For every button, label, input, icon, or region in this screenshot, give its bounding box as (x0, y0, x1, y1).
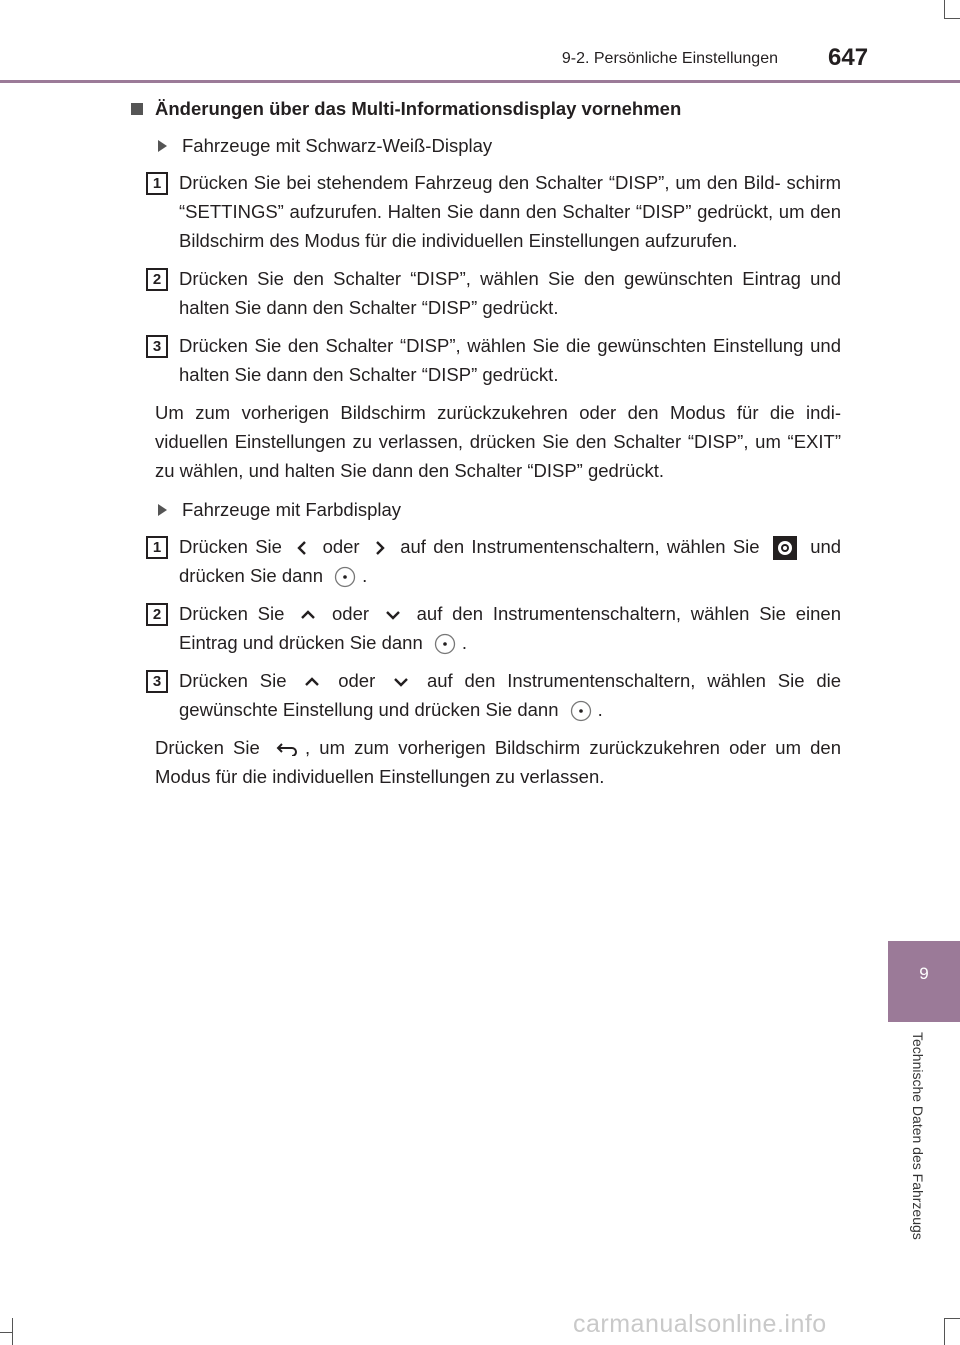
color-step-1 (131, 532, 841, 590)
step-text: Drücken Sie den Schalter “DISP”, wählen Sie den gewünschten Eintrag und halten Sie dann den Schalter “DISP” gedrückt. (179, 268, 841, 318)
up-arrow-icon (300, 609, 316, 621)
header-title: 9-2. Persönliche Einstellungen (561, 50, 778, 67)
bw-step-2 (131, 264, 841, 322)
step-number: 2 (146, 603, 168, 626)
step-text: oder (332, 603, 370, 624)
step-text: . (461, 632, 468, 653)
bw-step-1 (131, 168, 841, 255)
right-arrow-icon (373, 540, 387, 556)
enter-button-icon (570, 700, 592, 722)
crop-mark (944, 1318, 945, 1345)
step-number: 1 (146, 536, 168, 559)
step-text: auf den Instrumentenschaltern, wählen Sie die gewünschte Einstellung und drücken Sie dann (179, 670, 842, 720)
left-arrow-icon (295, 540, 309, 556)
triangle-bullet-icon (158, 504, 167, 516)
crop-mark (944, 18, 960, 19)
step-number: 1 (146, 172, 168, 195)
chapter-rail (888, 1022, 960, 1322)
step-text: Drücken Sie bei stehendem Fahrzeug den Schalter “DISP”, um den Bild- schirm “SETTINGS” aufzurufen. Halten Sie dann den Schalter “DISP” gedrückt, um den Bildschirm des Modus für die individuellen Einstellungen aufzurufen. (179, 172, 841, 251)
watermark: carmanualsonline.info (573, 1310, 827, 1338)
bw-note: Um zum vorherigen Bildschirm zurückzukehren oder den Modus für die indi- viduellen Einstellungen zu verlassen, drücken Sie den Schalter “DISP”, um “EXIT” zu wählen, und halten Sie dann den Schalter “DISP” gedrückt. (155, 402, 841, 481)
section-heading (131, 94, 841, 123)
step-text: . (362, 565, 368, 586)
bw-step-3 (131, 331, 841, 389)
note-text: Drücken Sie (155, 737, 260, 758)
chapter-number: 9 (919, 964, 929, 983)
main-content (131, 94, 841, 801)
bw-display-label-text: Fahrzeuge mit Schwarz-Weiß-Display (182, 135, 493, 156)
step-text: und drücken Sie dann (179, 536, 842, 586)
enter-button-icon (334, 566, 356, 588)
step-number: 3 (146, 335, 168, 358)
note-text: , um zum vorherigen Bildschirm zurückzukehren oder um den Modus für die individuellen Einstellungen zu verlassen. (155, 737, 842, 787)
page-number: 647 (828, 44, 869, 71)
step-text: Drücken Sie (179, 603, 285, 624)
color-display-label-text: Fahrzeuge mit Farbdisplay (182, 499, 402, 520)
square-bullet-icon (131, 103, 143, 115)
step-text: auf den Instrumentenschaltern, wählen Sie einen Eintrag und drücken Sie dann (179, 603, 842, 653)
down-arrow-icon (393, 676, 409, 688)
crop-mark (944, 0, 945, 18)
step-text: auf den Instrumentenschaltern, wählen Sie (400, 536, 760, 557)
step-text: oder (338, 670, 376, 691)
step-number: 2 (146, 268, 168, 291)
step-text: Drücken Sie den Schalter “DISP”, wählen Sie die gewünschten Einstellung und halten Sie dann den Schalter “DISP” gedrückt. (179, 335, 841, 385)
chapter-title: Technische Daten des Fahrzeugs (910, 1032, 926, 1240)
triangle-bullet-icon (158, 140, 167, 152)
back-icon (275, 742, 299, 756)
bw-display-label (158, 131, 841, 160)
color-display-label (158, 495, 841, 524)
chapter-tab (888, 941, 960, 1022)
step-text: oder (322, 536, 360, 557)
color-note (131, 733, 841, 791)
crop-mark (0, 1332, 12, 1333)
step-text: Drücken Sie (179, 670, 287, 691)
step-text: Drücken Sie (179, 536, 282, 557)
color-step-2 (131, 599, 841, 657)
header-rule (0, 80, 960, 83)
step-number: 3 (146, 670, 168, 693)
settings-gear-icon (773, 536, 797, 560)
enter-button-icon (434, 633, 456, 655)
color-step-3 (131, 666, 841, 724)
section-heading-text: Änderungen über das Multi-Informationsdisplay vornehmen (155, 98, 682, 119)
crop-mark (12, 1318, 13, 1345)
step-text: . (597, 699, 603, 720)
down-arrow-icon (385, 609, 401, 621)
up-arrow-icon (304, 676, 320, 688)
